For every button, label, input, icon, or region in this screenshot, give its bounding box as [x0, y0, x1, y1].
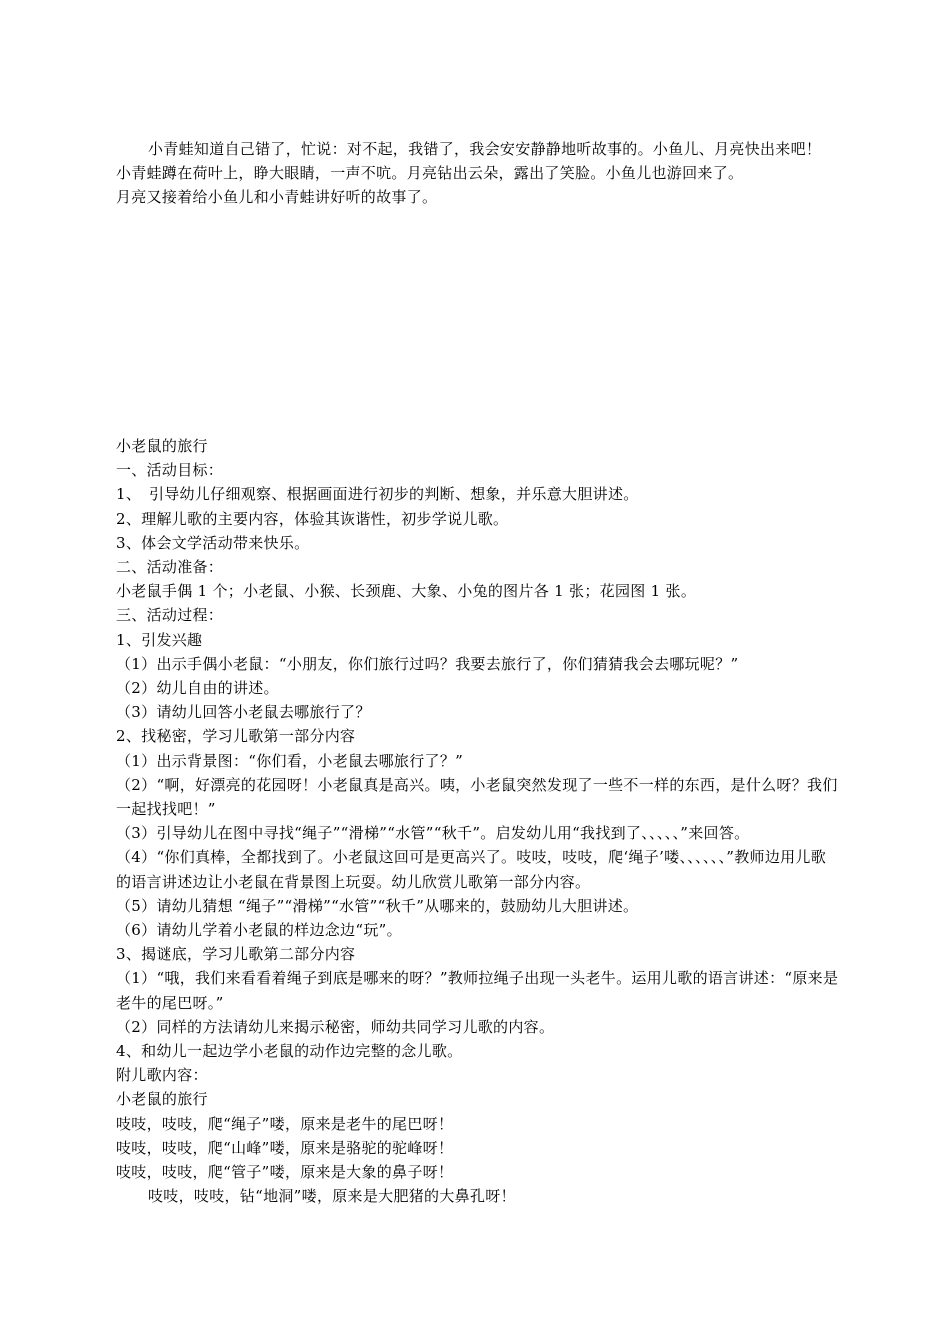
lesson-line: 1、 引导幼儿仔细观察、根据画面进行初步的判断、想象，并乐意大胆讲述。 [116, 485, 639, 504]
lesson-line: 2、找秘密，学习儿歌第一部分内容 [116, 727, 356, 746]
lesson-plan [116, 434, 840, 1209]
lesson-title: 小老鼠的旅行 [116, 437, 208, 455]
lesson-line: （5）请幼儿猜想 “绳子”“滑梯”“水管”“秋千”从哪来的，鼓励幼儿大胆讲述。 [116, 896, 639, 915]
lesson-line: 4、和幼儿一起边学小老鼠的动作边完整的念儿歌。 [116, 1042, 463, 1061]
lesson-line: 1、引发兴趣 [116, 630, 203, 649]
lesson-line: 三、活动过程： [116, 606, 224, 625]
lesson-line: （4）“你们真棒，全都找到了。小老鼠这回可是更高兴了。吱吱，吱吱，爬‘绳子’喽、、、、、、”教师边用儿歌的语言讲述边让小老鼠在背景图上玩耍。幼儿欣赏儿歌第一部分内容。 [116, 848, 827, 891]
lesson-line: 一、活动目标： [116, 461, 224, 480]
lesson-line: （2）同样的方法请幼儿来揭示秘密，师幼共同学习儿歌的内容。 [116, 1017, 555, 1036]
lesson-line: （2）“啊，好漂亮的花园呀！小老鼠真是高兴。咦，小老鼠突然发现了一些不一样的东西，是什么呀？我们一起找找吧！” [116, 775, 838, 819]
story-paragraph: 小青蛙知道自己错了，忙说：对不起，我错了，我会安安静静地听故事的。小鱼儿、月亮快出来吧！ 小青蛙蹲在荷叶上，睁大眼睛，一声不吭。月亮钻出云朵，露出了笑脸。小鱼儿也游回来了。 [116, 140, 837, 182]
story-section [116, 137, 840, 209]
lesson-line: 吱吱，吱吱，爬“山峰”喽，原来是骆驼的驼峰呀！ [116, 1138, 454, 1157]
lesson-line: （1）“哦，我们来看看着绳子到底是哪来的呀？”教师拉绳子出现一头老牛。运用儿歌的语言讲述：“原来是老牛的尾巴呀。” [116, 969, 839, 1012]
lesson-line: 吱吱，吱吱，钻“地洞”喽，原来是大肥猪的大鼻孔呀！ [148, 1187, 516, 1206]
lesson-line: （3）引导幼儿在图中寻找“绳子”“滑梯”“水管”“秋千”。启发幼儿用“我找到了、、、、、”来回答。 [116, 824, 750, 843]
lesson-line: 3、体会文学活动带来快乐。 [116, 533, 310, 552]
lesson-line: 2、理解儿歌的主要内容，体验其诙谐性，初步学说儿歌。 [116, 509, 509, 528]
lesson-line: （2）幼儿自由的讲述。 [116, 679, 279, 698]
lesson-line: 吱吱，吱吱，爬“绳子”喽，原来是老牛的尾巴呀！ [116, 1114, 454, 1133]
lesson-line: 3、揭谜底，学习儿歌第二部分内容 [116, 945, 356, 964]
story-paragraph: 月亮又接着给小鱼儿和小青蛙讲好听的故事了。 [116, 188, 438, 206]
lesson-line: 小老鼠的旅行 [116, 1090, 208, 1109]
lesson-line: 吱吱，吱吱，爬“管子”喽，原来是大象的鼻子呀！ [116, 1163, 454, 1182]
lesson-line: （6）请幼儿学着小老鼠的样边念边“玩”。 [116, 921, 402, 940]
lesson-line: （1）出示背景图：“你们看，小老鼠去哪旅行了？” [116, 751, 464, 770]
lesson-line: 附儿歌内容： [116, 1066, 208, 1085]
lesson-line: 二、活动准备： [116, 558, 224, 577]
lesson-line: （3）请幼儿回答小老鼠去哪旅行了？ [116, 703, 371, 722]
lesson-line: 小老鼠手偶 1 个；小老鼠、小猴、长颈鹿、大象、小兔的图片各 1 张；花园图 1 张。 [116, 582, 697, 601]
lesson-line: （1）出示手偶小老鼠：“小朋友，你们旅行过吗？我要去旅行了，你们猜猜我会去哪玩呢？” [116, 654, 739, 673]
